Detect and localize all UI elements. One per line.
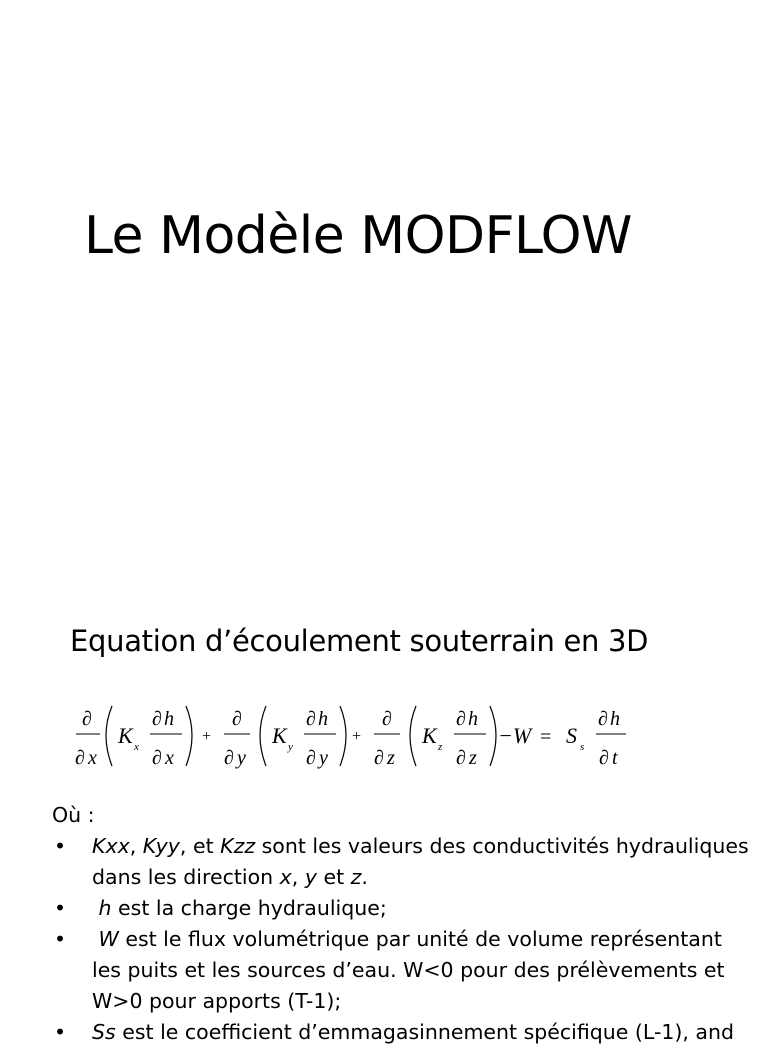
term-ss: Ss [92,1020,116,1044]
var-y: y [319,747,328,769]
partial-sym: ∂ [75,747,85,769]
partial-sym: ∂ [306,747,316,769]
bullet-icon: • [54,927,67,951]
definition-text: est la charge hydraulique; [111,896,387,920]
definitions-block [52,800,752,1048]
term-kyy: Kyy [142,834,180,858]
term-kzz: Kzz [220,834,256,858]
definition-text: est le flux volumétrique par unité de volume représentant les puits et les sources d’eau. W<0 pour des prélèvements et W>0 pour apports (T-1); [92,927,725,1013]
sub-s: s [580,741,585,753]
partial-sym: ∂ [232,708,242,730]
var-z: z [469,747,477,769]
var-h: h [610,708,620,730]
slide-title: Le Modèle MODFLOW [84,206,632,266]
equals-sign: = [540,726,552,748]
var-x: x [165,747,174,769]
bullet-icon: • [54,1020,67,1044]
partial-sym: ∂ [599,747,609,769]
term-z: z [350,865,362,889]
definitions-list [52,831,752,1048]
list-item [52,1017,752,1048]
equation-heading: Equation d’écoulement souterrain en 3D [70,624,649,658]
term-w: W [98,927,119,951]
var-S: S [566,723,577,748]
partial-sym: ∂ [306,708,316,730]
partial-sym: ∂ [374,747,384,769]
term-kxx: Kxx [92,834,130,858]
var-z: z [387,747,395,769]
var-K: K [272,723,287,748]
definition-text: est le coefficient d’emmagasinnement spécifique (L-1), and [115,1020,734,1044]
period: . [361,865,368,889]
var-h: h [318,708,328,730]
separator: , et [179,834,221,858]
partial-sym: ∂ [82,708,92,730]
partial-sym: ∂ [224,747,234,769]
partial-sym: ∂ [456,708,466,730]
list-item [52,924,752,1017]
list-item [52,893,752,924]
term-x: x [279,865,292,889]
var-t: t [612,747,618,769]
sub-x: x [134,741,139,753]
bullet-icon: • [54,834,67,858]
var-y: y [237,747,246,769]
var-h: h [164,708,174,730]
term-h: h [98,896,112,920]
groundwater-flow-equation [72,700,632,780]
list-item [52,831,752,893]
term-y: y [304,865,317,889]
partial-sym: ∂ [152,747,162,769]
var-K: K [422,723,437,748]
ou-label: Où : [52,803,95,827]
minus-W: −W [498,723,532,748]
plus-sign: + [352,728,362,745]
plus-sign: + [202,728,212,745]
partial-sym: ∂ [456,747,466,769]
partial-sym: ∂ [382,708,392,730]
separator: et [316,865,351,889]
var-h: h [468,708,478,730]
sub-z: z [438,741,443,753]
var-K: K [118,723,133,748]
partial-sym: ∂ [152,708,162,730]
sub-y: y [288,741,293,753]
definition-text: sont les valeurs des conductivités hydrauliques dans les direction [92,834,749,889]
var-x: x [88,747,97,769]
partial-sym: ∂ [598,708,608,730]
separator: , [129,834,143,858]
bullet-icon: • [54,896,67,920]
separator: , [291,865,305,889]
